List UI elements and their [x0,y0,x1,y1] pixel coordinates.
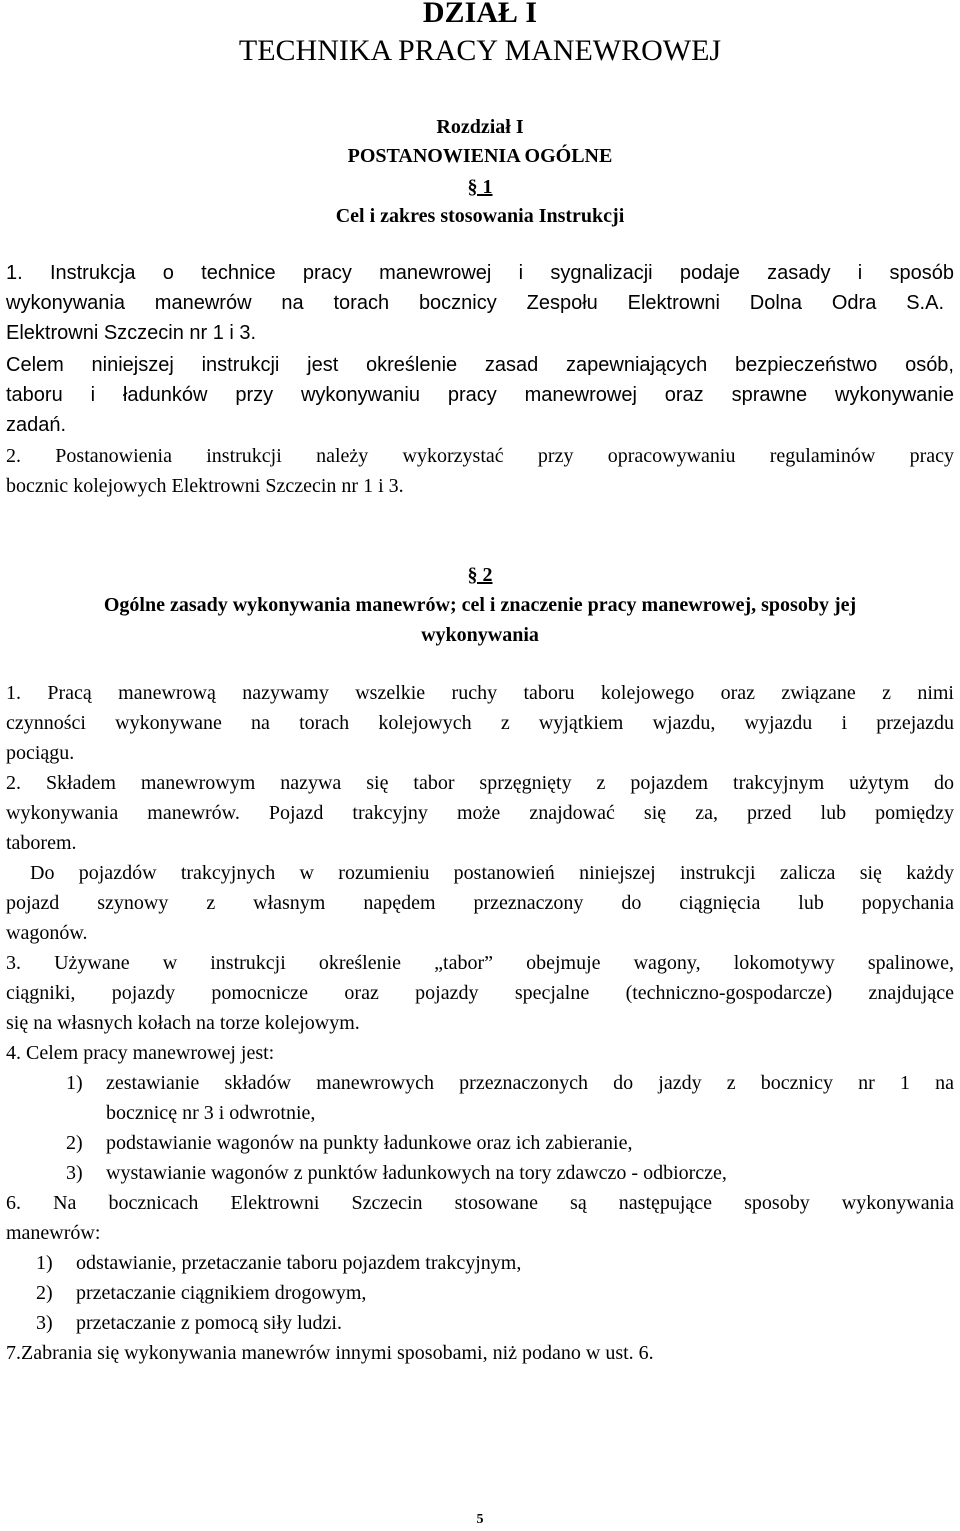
s2-line: taborem. [6,832,77,854]
s1-line: Celem niniejszej instrukcji jest określenie zasad zapewniających bezpieczeństwo osób, [6,354,954,376]
list-number: 1) [66,1072,83,1094]
list-number: 2) [36,1282,53,1304]
s2-line: 6. Na bocznicach Elektrowni Szczecin stosowane są następujące sposoby wykonywania [6,1192,954,1214]
list-number: 3) [36,1312,53,1334]
s1-line: 1. Instrukcja o technice pracy manewrowej i sygnalizacji podaje zasady i sposób [6,262,954,284]
part-title: DZIAŁ I [422,0,538,29]
s2-line: ciągniki, pojazdy pomocnicze oraz pojazdy specjalne (techniczno-gospodarcze) znajdujące [6,982,954,1004]
s2-line: 2. Składem manewrowym nazywa się tabor sprzęgnięty z pojazdem trakcyjnym użytym do [6,772,954,794]
s2-line: 4. Celem pracy manewrowej jest: [6,1042,275,1064]
section-1-mark: § 1 [467,176,493,198]
s2-line: 1. Pracą manewrową nazywamy wszelkie ruchy taboru kolejowego oraz związane z nimi [6,682,954,704]
chapter-title: POSTANOWIENIA OGÓLNE [347,145,613,167]
s1-line: taboru i ładunków przy wykonywaniu pracy manewrowej oraz sprawne wykonywanie [6,384,954,406]
list-item: podstawianie wagonów na punkty ładunkowe oraz ich zabieranie, [106,1132,633,1154]
list-number: 3) [66,1162,83,1184]
s2-line: manewrów: [6,1222,101,1244]
section-2-title-line-2: wykonywania [421,624,539,646]
s2-line: Do pojazdów trakcyjnych w rozumieniu postanowień niniejszej instrukcji zalicza się każdy [30,862,954,884]
s2-line: się na własnych kołach na torze kolejowym. [6,1012,360,1034]
part-subtitle: TECHNIKA PRACY MANEWROWEJ [238,34,722,67]
list-item: przetaczanie z pomocą siły ludzi. [76,1312,342,1334]
section-2-mark: § 2 [467,564,493,586]
s2-line: 7.Zabrania się wykonywania manewrów innymi sposobami, niż podano w ust. 6. [6,1342,654,1364]
list-number: 2) [66,1132,83,1154]
s2-line: wykonywania manewrów. Pojazd trakcyjny może znajdować się za, przed lub pomiędzy [6,802,954,824]
list-item: bocznicę nr 3 i odwrotnie, [106,1102,316,1124]
s2-line: pojazd szynowy z własnym napędem przeznaczony do ciągnięcia lub popychania [6,892,954,914]
list-item: zestawianie składów manewrowych przeznaczonych do jazdy z bocznicy nr 1 na [106,1072,954,1094]
section-1-title: Cel i zakres stosowania Instrukcji [335,205,625,227]
s1-line: wykonywania manewrów na torach bocznicy Zespołu Elektrowni Dolna Odra S.A. [6,292,944,314]
s1-line: Elektrowni Szczecin nr 1 i 3. [6,322,257,344]
page-number: 5 [476,1512,484,1527]
s1-line: bocznic kolejowych Elektrowni Szczecin nr 1 i 3. [6,475,404,497]
section-2-title-line-1: Ogólne zasady wykonywania manewrów; cel i znaczenie pracy manewrowej, sposoby jej [103,594,857,616]
s2-line: pociągu. [6,742,75,764]
list-item: odstawianie, przetaczanie taboru pojazdem trakcyjnym, [76,1252,522,1274]
chapter-label: Rozdział I [436,116,524,138]
s2-line: czynności wykonywane na torach kolejowych z wyjątkiem wjazdu, wyjazdu i przejazdu [6,712,954,734]
list-item: wystawianie wagonów z punktów ładunkowych na tory zdawczo - odbiorcze, [106,1162,727,1184]
list-number: 1) [36,1252,53,1274]
s1-line: zadań. [6,414,67,436]
list-item: przetaczanie ciągnikiem drogowym, [76,1282,367,1304]
s1-line: 2. Postanowienia instrukcji należy wykorzystać przy opracowywaniu regulaminów pracy [6,445,954,467]
s2-line: wagonów. [6,922,88,944]
s2-line: 3. Używane w instrukcji określenie „tabor” obejmuje wagony, lokomotywy spalinowe, [6,952,954,974]
